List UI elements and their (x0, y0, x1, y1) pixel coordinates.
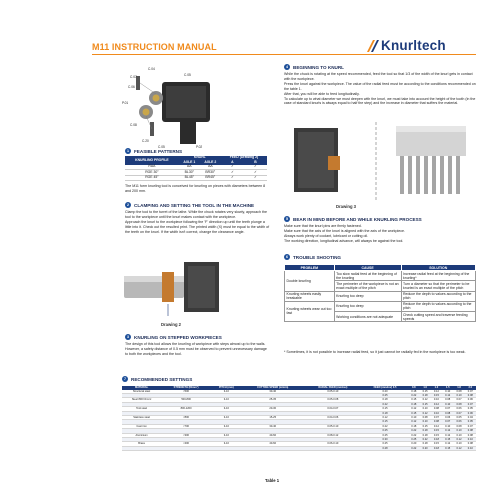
table-cell: RAA (125, 165, 179, 170)
table-cell: 0.22 (362, 424, 408, 428)
callout-label: C.07 (130, 75, 137, 79)
table-row (285, 271, 476, 281)
table-cell: 0.10 (453, 442, 464, 446)
table-cell: 0.18 (431, 438, 442, 442)
table-cell: 0.07 (465, 390, 476, 394)
section-title: RECOMMENDED SETTINGS (131, 376, 193, 382)
callout-label: C.04 (148, 67, 155, 71)
table-cell: 0.06 (453, 407, 464, 411)
table-cell: 0.04-0.07 (304, 407, 362, 411)
table-cell: 0.12 (408, 420, 419, 424)
table-cell (242, 446, 304, 450)
table-cell: ✓ (221, 175, 244, 180)
table-cell: Steel 800 N/mm² (122, 398, 161, 402)
table-cell: 0.05 (453, 416, 464, 420)
table-cell: 0.08 (442, 411, 453, 415)
problem-cell: Knurling wheels wear out too fast (285, 301, 335, 321)
table-cell: 0.15 (362, 407, 408, 411)
table-cell: 3-10 (211, 442, 242, 446)
table-cell: 0.07 (442, 420, 453, 424)
table-cell: 0.15 (419, 390, 430, 394)
table-cell: 0.06 (442, 416, 453, 420)
table-cell: 0.05-0.10 (304, 424, 362, 428)
table-cell: RGE 30° (125, 170, 179, 175)
section-4-heading (284, 64, 344, 70)
table-cell: 0.06 (453, 420, 464, 424)
section-number-badge: 7 (124, 377, 126, 381)
table-cell: 40-60 (242, 433, 304, 437)
table-cell: ✓ (221, 165, 244, 170)
table-cell: BR45° (200, 175, 221, 180)
table-cell: 0.12 (442, 442, 453, 446)
table-cell: 3-10 (211, 424, 242, 428)
table-cell: 0.12 (419, 411, 430, 415)
table-cell: 0.15 (431, 433, 442, 437)
table-row (285, 291, 476, 301)
table-label: Table 1 (265, 478, 280, 483)
callout-label: C.05 (184, 73, 191, 77)
column-header: PITCH (mm) (211, 386, 242, 390)
section-title: KNURLING ON STEPPED WORKPIECES (134, 334, 222, 340)
table-cell: 0.15 (442, 438, 453, 442)
table-cell: 30-40 (242, 424, 304, 428)
table-cell: AA (179, 165, 200, 170)
table-cell: 0.10 (453, 433, 464, 437)
table-cell: 0.28 (362, 446, 408, 450)
column-header: PROBLEM (285, 265, 335, 271)
table-cell: 0.15 (431, 442, 442, 446)
table-row (122, 446, 476, 450)
table-cell: 0.15 (442, 446, 453, 450)
section-5-body (284, 224, 476, 244)
table-cell: 0.07 (465, 402, 476, 406)
column-header: STRENGTH (N/mm²) (161, 386, 211, 390)
drawing-3-caption: Drawing 3 (336, 204, 357, 209)
table-cell: 0.18 (408, 424, 419, 428)
table-cell: 0.08 (419, 416, 430, 420)
column-header: FEED (Drawing 2) (221, 156, 267, 161)
table-cell: 0.08 (453, 402, 464, 406)
table-cell (211, 446, 242, 450)
column-header: KNURL (179, 156, 221, 161)
table-cell: 0.10 (442, 424, 453, 428)
column-header: 1.5 (442, 386, 453, 390)
table-cell: 0.12 (453, 438, 464, 442)
cause-cell: Too slow radial feed at the beginning of the knurling (334, 271, 401, 281)
table-cell: 0.18 (419, 394, 430, 398)
logo-text: Knurltech (381, 38, 446, 53)
section-title: FEASIBLE PATTERNS (134, 148, 183, 154)
table-cell: <300 (161, 433, 211, 437)
recommended-settings-table (122, 386, 476, 451)
column-header: 1.0 (419, 386, 430, 390)
section-2-heading (125, 202, 254, 208)
drawing-2-illustration (124, 262, 219, 320)
table-cell: 0.15 (431, 429, 442, 433)
section-1-heading (125, 148, 182, 154)
header-rule (92, 54, 476, 55)
section-title: CLAMPING AND SETTING THE TOOL IN THE MACHINE (134, 202, 255, 208)
table-cell (122, 446, 161, 450)
table-cell: 3-10 (211, 416, 242, 420)
table-cell: BL45° (179, 175, 200, 180)
table-cell: 40-60 (242, 442, 304, 446)
table-cell: 0.15 (362, 420, 408, 424)
table-cell: 20-30 (242, 407, 304, 411)
table-cell: 0.10 (453, 394, 464, 398)
feasible-note: The M11 form knurling tool is conceived for knurling on pieces with diameters between 8 and 200 mm. (125, 184, 266, 193)
table-cell: 0.08 (431, 420, 442, 424)
section-3-body: The design of this tool allows the knurling of workpiece with steps almost up to the walls. However, a safety distance of 0.5 mm must be observed to prevent unnecessary damage to both the workpieces and the tool. (125, 342, 267, 356)
table-cell: 0.18 (362, 411, 408, 415)
paragraph: Clamp the tool to the turret of the lathe. While the chuck rotates very slowly, approach the tool to the workpiece until the knurl makes contact with the workpiece. (125, 210, 267, 219)
table-row (285, 301, 476, 311)
logo-mark-icon (367, 40, 379, 52)
table-cell: Cast iron (122, 424, 161, 428)
paragraph: The working direction, longitudinal advance, will always be against the tool. (284, 238, 404, 243)
table-cell: 800-1200 (161, 407, 211, 411)
table-cell: 0.12 (453, 446, 464, 450)
column-header: SOLUTION (401, 265, 476, 271)
table-cell: AA (200, 165, 221, 170)
table-cell: 0.05-0.08 (304, 398, 362, 402)
table-cell: Brass (122, 442, 161, 446)
section-number-badge: 6 (286, 255, 288, 259)
table-cell: 0.08 (465, 394, 476, 398)
table-cell: 0.10 (465, 438, 476, 442)
table-cell: 0.15 (419, 402, 430, 406)
table-cell: <500 (161, 390, 211, 394)
column-header: 0.8 (408, 386, 419, 390)
table-cell: 0.10 (408, 416, 419, 420)
table-cell: 0.10 (465, 446, 476, 450)
table-cell: ✓ (244, 170, 267, 175)
table-cell: 0.12 (431, 402, 442, 406)
column-header: AXLE 2 (200, 161, 221, 166)
table-cell: 0.18 (362, 398, 408, 402)
table-cell: 0.25 (408, 438, 419, 442)
section-number-badge: 4 (286, 65, 288, 69)
table-cell: BL30° (179, 170, 200, 175)
cause-cell: Knurling too deep (334, 301, 401, 311)
section-4-body (284, 72, 476, 106)
table-row (125, 175, 267, 180)
table-cell: 0.07 (465, 424, 476, 428)
problem-cell: Knurling wheels easily breakable (285, 291, 335, 301)
table-cell: 0.15 (431, 394, 442, 398)
table-cell: 0.07 (442, 407, 453, 411)
column-header: B (244, 161, 267, 166)
section-2-body (125, 210, 270, 235)
table-cell: ✓ (244, 165, 267, 170)
section-number-badge: 2 (127, 203, 129, 207)
table-cell: 3-10 (211, 433, 242, 437)
table-cell: 0.10 (442, 390, 453, 394)
table-cell: 0.08 (465, 433, 476, 437)
table-cell: 0.10 (431, 398, 442, 402)
table-cell (161, 446, 211, 450)
column-header: RADIAL FEED (mm/rev) (304, 386, 362, 390)
knurltech-logo (367, 38, 477, 54)
table-cell: 0.15 (408, 411, 419, 415)
section-number-badge: 1 (127, 149, 129, 153)
table-cell: Structural steel (122, 390, 161, 394)
table-cell: 0.25 (362, 433, 408, 437)
table-cell: 0.07 (453, 411, 464, 415)
table-cell: 0.05 (465, 420, 476, 424)
tool-exploded-diagram (122, 64, 218, 150)
section-title: BEAR IN MIND BEFORE AND WHILE KNURLING PROCESS (293, 216, 422, 222)
drawing-2-caption: Drawing 2 (161, 322, 182, 327)
table-cell: 0.18 (419, 429, 430, 433)
feasible-patterns-table (125, 156, 267, 181)
paragraph: Approach the knurl to the workpiece following the 'F' direction up until the teeth plunge a little into it. Check out the resulted print. The printed width (X) must be equal to the width of the teeth on the knurl. If the width isn't correct, change the clearance angle. (125, 219, 270, 234)
table-cell: 0.12 (419, 398, 430, 402)
cause-cell: Working conditions are not adequate (334, 311, 401, 321)
table-cell: 0.05 (465, 407, 476, 411)
table-cell: <400 (161, 442, 211, 446)
paragraph: Always work plenty of coolant, lubricant or cutting oil. (284, 233, 369, 238)
table-cell: 15-25 (242, 416, 304, 420)
column-header: 1.2 (431, 386, 442, 390)
cause-cell: Knurling too deep (334, 291, 401, 301)
table-cell: ✓ (244, 175, 267, 180)
section-title: TROUBLE SHOOTING (293, 254, 341, 260)
table-cell: 0.22 (419, 438, 430, 442)
table-cell: 0.10 (419, 407, 430, 411)
table-cell: 0.04-0.06 (304, 416, 362, 420)
column-header: 1.8 (453, 386, 464, 390)
callout-label: C.06 (128, 85, 135, 89)
table-cell: 0.06 (465, 411, 476, 415)
column-header: FEED (mm/rev) 0.5 (362, 386, 408, 390)
table-cell: 0.07 (431, 416, 442, 420)
table-cell: 0.05-0.10 (304, 390, 362, 394)
table-cell: 0.18 (408, 402, 419, 406)
table-cell: 0.22 (408, 433, 419, 437)
callout-label: C.20 (142, 139, 149, 143)
paragraph: To calculate up to what diameter we must deepen with the knurl, we must take into account the height of the tooth (in the case of standard knurls is always equal to half the step) and the increase in diameter that suffers the material. (284, 96, 476, 106)
table-cell: 0.18 (419, 433, 430, 437)
table-cell: 0.18 (408, 390, 419, 394)
table-cell: 0.18 (431, 446, 442, 450)
table-cell: 0.08 (453, 390, 464, 394)
paragraph: After that, you will be able to feed longitudinally. (284, 91, 360, 96)
table-cell: 3-10 (211, 407, 242, 411)
section-3-heading (125, 334, 222, 340)
table-cell: 0.18 (419, 442, 430, 446)
solution-cell: Check cutting speed and traverse feeding speeds (401, 311, 476, 321)
table-cell: 0.15 (408, 398, 419, 402)
paragraph: Make sure that the axis of the knurl is aligned with the axis of the workpiece. (284, 228, 406, 233)
column-header: A (221, 161, 244, 166)
manual-page (30, 14, 475, 486)
table-cell: 30-40 (242, 390, 304, 394)
table-cell: 0.06-0.10 (304, 442, 362, 446)
callout-label: C.05 (158, 145, 165, 149)
solution-cell: Reduce the depth to values according to the pitch (401, 291, 476, 301)
paragraph: Make sure that the knurl pins are firmly fastened. (284, 224, 362, 228)
table-cell: 0.10 (431, 411, 442, 415)
table-cell: 0.25 (362, 394, 408, 398)
table-cell: 0.10 (419, 420, 430, 424)
table-cell (304, 446, 362, 450)
table-cell: BR30° (200, 170, 221, 175)
table-cell: <800 (161, 416, 211, 420)
table-cell: 3-10 (211, 390, 242, 394)
solution-cell: Reduce the depth to values according to the pitch (401, 301, 476, 311)
column-header: MATERIAL (122, 386, 161, 390)
paragraph: While the chuck is rotating at the speed recommended, feed the tool so that 1/3 of the width of the knurl gets in contact with the workpiece. (284, 72, 473, 81)
table-cell: 0.08 (465, 429, 476, 433)
table-cell: <700 (161, 424, 211, 428)
table-cell: 25-35 (242, 398, 304, 402)
table-cell: 0.22 (408, 394, 419, 398)
section-6-heading (284, 254, 341, 260)
table-cell: 0.08-0.12 (304, 433, 362, 437)
paragraph: Press the knurl against the workpiece. The value of the radial feed must be according to the conditions recommended on the table 1. (284, 81, 476, 91)
section-title: BEGINNING TO KNURL (293, 64, 344, 70)
section-number-badge: 5 (286, 217, 288, 221)
table-cell: 0.20 (408, 442, 419, 446)
drawing-3-illustration (284, 122, 477, 202)
table-cell: 0.10 (453, 429, 464, 433)
table-cell: 0.12 (431, 390, 442, 394)
table-cell: 0.22 (408, 429, 419, 433)
column-header: CUTTING SPEED (m/min) (242, 386, 304, 390)
table-cell: 0.12 (442, 433, 453, 437)
table-cell: 0.20 (419, 446, 430, 450)
section-5-heading (284, 216, 422, 222)
callout-label: P.02 (196, 145, 203, 149)
table-cell: 0.25 (362, 429, 408, 433)
table-cell: 0.15 (419, 424, 430, 428)
table-cell: 0.30 (362, 438, 408, 442)
trouble-shooting-table (284, 264, 476, 322)
solution-cell: Increase radial feed at the beginning of the knurling* (401, 271, 476, 281)
column-header: KNURLING PROFILE (125, 156, 179, 165)
table-cell: 0.04 (465, 416, 476, 420)
table-cell: 0.08 (442, 398, 453, 402)
table-cell: 0.12 (442, 429, 453, 433)
solution-cell: Turn a diameter so that the perimeter to be knurled is an exact multiple of the pitch (401, 281, 476, 291)
column-header: CAUSE (334, 265, 401, 271)
table-cell: RGE 45° (125, 175, 179, 180)
table-cell: ✓ (221, 170, 244, 175)
callout-label: C.08 (130, 123, 137, 127)
table-cell: 0.07 (453, 398, 464, 402)
cause-cell: The perimeter of the workpiece is not an exact multiple of the pitch (334, 281, 401, 291)
table-cell: 0.12 (408, 407, 419, 411)
table-cell: 0.06 (465, 398, 476, 402)
table-cell: 3-10 (211, 398, 242, 402)
table-cell: 0.12 (362, 416, 408, 420)
trouble-footnote: * Sometimes, it is not possible to increase radial feed, so it just cannot be radially fed in the workpiece is too weak. (284, 350, 466, 354)
column-header: AXLE 1 (179, 161, 200, 166)
table-cell: 0.22 (362, 402, 408, 406)
table-cell: Tool steel (122, 407, 161, 411)
table-cell: 0.08 (431, 407, 442, 411)
table-cell: 0.25 (362, 442, 408, 446)
problem-cell: Double knurling (285, 271, 335, 291)
table-cell: 0.08 (465, 442, 476, 446)
table-cell: Aluminium (122, 433, 161, 437)
table-cell: Stainless steel (122, 416, 161, 420)
column-header: 2.0 (465, 386, 476, 390)
callout-label: P.01 (122, 101, 129, 105)
table-cell: 0.22 (408, 446, 419, 450)
table-cell: 500-800 (161, 398, 211, 402)
table-cell: 0.10 (442, 402, 453, 406)
table-cell: 0.12 (442, 394, 453, 398)
section-7-heading (122, 376, 192, 382)
table-cell: 0.12 (431, 424, 442, 428)
table-cell: 0.08 (453, 424, 464, 428)
manual-title: M11 INSTRUCTION MANUAL (92, 42, 217, 52)
table-cell: 0.20 (362, 390, 408, 394)
section-number-badge: 3 (127, 335, 129, 339)
